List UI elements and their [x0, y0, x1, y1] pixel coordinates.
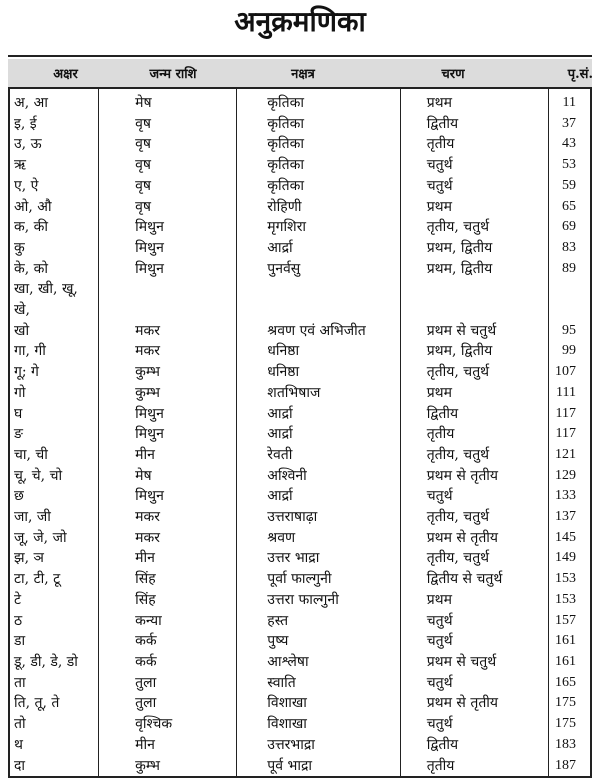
akshar-cell: डू, डी, डे, डो	[9, 652, 99, 673]
page-number-cell: 111	[549, 383, 592, 404]
rashi-cell	[99, 279, 237, 320]
table-row	[9, 466, 591, 487]
nakshatra-cell: उत्तरा फाल्गुनी	[237, 590, 400, 611]
column-header-akshar: अक्षर	[53, 67, 78, 82]
charan-cell	[400, 279, 548, 320]
page-title: अनुक्रमणिका	[234, 5, 366, 38]
rashi-cell: मकर	[99, 341, 237, 362]
akshar-cell: खो	[9, 321, 99, 342]
rashi-cell: मिथुन	[99, 424, 237, 445]
page-number-cell: 129	[549, 466, 592, 487]
table-row	[9, 362, 591, 383]
charan-cell: चतुर्थ	[400, 486, 548, 507]
charan-cell: द्वितीय से चतुर्थ	[400, 569, 548, 590]
akshar-cell: घ	[9, 404, 99, 425]
charan-cell: चतुर्थ	[400, 611, 548, 632]
charan-cell: तृतीय	[400, 134, 548, 155]
page-number-cell: 53	[549, 155, 592, 176]
nakshatra-cell: धनिष्ठा	[237, 341, 400, 362]
page-number-cell: 153	[549, 590, 592, 611]
nakshatra-cell: आर्द्रा	[237, 486, 400, 507]
rashi-cell: वृष	[99, 155, 237, 176]
page-number-cell: 165	[549, 673, 592, 694]
page-number-cell: 59	[549, 176, 592, 197]
rashi-cell: कुम्भ	[99, 362, 237, 383]
akshar-cell: टे	[9, 590, 99, 611]
table-row	[9, 217, 591, 238]
akshar-cell: जा, जी	[9, 507, 99, 528]
rashi-cell: कर्क	[99, 652, 237, 673]
table-row	[9, 590, 591, 611]
page-number-cell: 65	[549, 197, 592, 218]
nakshatra-cell: आर्द्रा	[237, 404, 400, 425]
nakshatra-cell: हस्त	[237, 611, 400, 632]
rashi-cell: सिंह	[99, 590, 237, 611]
page-number-cell: 107	[549, 362, 592, 383]
charan-cell: चतुर्थ	[400, 155, 548, 176]
charan-cell: तृतीय, चतुर्थ	[400, 362, 548, 383]
rashi-cell: वृष	[99, 114, 237, 135]
charan-cell: तृतीय, चतुर्थ	[400, 217, 548, 238]
akshar-cell: गो	[9, 383, 99, 404]
nakshatra-cell: शतभिषाज	[237, 383, 400, 404]
table-row	[9, 404, 591, 425]
table-row	[9, 114, 591, 135]
akshar-cell: ऋ	[9, 155, 99, 176]
table-row	[9, 445, 591, 466]
akshar-cell: इ, ई	[9, 114, 99, 135]
nakshatra-cell: पुष्य	[237, 631, 400, 652]
nakshatra-cell: विशाखा	[237, 714, 400, 735]
rashi-cell: कर्क	[99, 631, 237, 652]
akshar-cell: ओ, औ	[9, 197, 99, 218]
charan-cell: प्रथम से चतुर्थ	[400, 321, 548, 342]
page-number-cell: 153	[549, 569, 592, 590]
nakshatra-cell: श्रवण	[237, 528, 400, 549]
page-number-cell: 99	[549, 341, 592, 362]
charan-cell: द्वितीय	[400, 404, 548, 425]
page-number-cell: 161	[549, 631, 592, 652]
table-row	[9, 486, 591, 507]
akshar-cell: तो	[9, 714, 99, 735]
akshar-cell: ठ	[9, 611, 99, 632]
rashi-cell: मेष	[99, 466, 237, 487]
page-number-cell: 83	[549, 238, 592, 259]
nakshatra-cell	[237, 279, 400, 320]
table-row	[9, 134, 591, 155]
charan-cell: चतुर्थ	[400, 176, 548, 197]
charan-cell: प्रथम से तृतीय	[400, 466, 548, 487]
nakshatra-cell: पुनर्वसु	[237, 259, 400, 280]
table-row	[9, 383, 591, 404]
table-header	[8, 59, 592, 87]
table-row	[9, 238, 591, 259]
nakshatra-cell: उत्तरभाद्रा	[237, 735, 400, 756]
rashi-cell: मिथुन	[99, 238, 237, 259]
charan-cell: प्रथम से चतुर्थ	[400, 652, 548, 673]
page-number-cell	[549, 279, 592, 320]
page-number-cell: 133	[549, 486, 592, 507]
rashi-cell: मिथुन	[99, 486, 237, 507]
nakshatra-cell: विशाखा	[237, 693, 400, 714]
charan-cell: प्रथम, द्वितीय	[400, 259, 548, 280]
page-number-cell: 37	[549, 114, 592, 135]
nakshatra-cell: उत्तराषाढ़ा	[237, 507, 400, 528]
akshar-cell: उ, ऊ	[9, 134, 99, 155]
nakshatra-cell: धनिष्ठा	[237, 362, 400, 383]
column-header-janm-rashi: जन्म राशि	[149, 67, 197, 82]
nakshatra-cell: स्वाति	[237, 673, 400, 694]
table-row	[9, 673, 591, 694]
charan-cell: तृतीय, चतुर्थ	[400, 507, 548, 528]
page-number-cell: 95	[549, 321, 592, 342]
nakshatra-cell: कृतिका	[237, 88, 400, 114]
nakshatra-cell: रोहिणी	[237, 197, 400, 218]
akshar-cell: खा, खी, खू, खे,	[9, 279, 99, 320]
rashi-cell: वृष	[99, 176, 237, 197]
akshar-cell: ति, तू, ते	[9, 693, 99, 714]
charan-cell: प्रथम, द्वितीय	[400, 238, 548, 259]
rashi-cell: मीन	[99, 445, 237, 466]
rashi-cell: मेष	[99, 88, 237, 114]
page-number-cell: 69	[549, 217, 592, 238]
column-header-charan: चरण	[441, 67, 465, 82]
rashi-cell: तुला	[99, 693, 237, 714]
charan-cell: प्रथम	[400, 383, 548, 404]
rashi-cell: वृष	[99, 134, 237, 155]
table-row	[9, 652, 591, 673]
rashi-cell: मकर	[99, 507, 237, 528]
rashi-cell: कन्या	[99, 611, 237, 632]
charan-cell: चतुर्थ	[400, 714, 548, 735]
akshar-cell: ङ	[9, 424, 99, 445]
akshar-cell: टा, टी, टू	[9, 569, 99, 590]
table-row	[9, 341, 591, 362]
table-row	[9, 611, 591, 632]
index-table	[8, 87, 592, 778]
page-number-cell: 11	[549, 88, 592, 114]
charan-cell: तृतीय, चतुर्थ	[400, 445, 548, 466]
nakshatra-cell: कृतिका	[237, 134, 400, 155]
table-row	[9, 631, 591, 652]
akshar-cell: ता	[9, 673, 99, 694]
charan-cell: चतुर्थ	[400, 631, 548, 652]
nakshatra-cell: कृतिका	[237, 176, 400, 197]
charan-cell: प्रथम	[400, 590, 548, 611]
akshar-cell: अ, आ	[9, 88, 99, 114]
rashi-cell: वृश्चिक	[99, 714, 237, 735]
akshar-cell: झ, ञ	[9, 548, 99, 569]
page-number-cell: 161	[549, 652, 592, 673]
rashi-cell: मिथुन	[99, 217, 237, 238]
page-number-cell: 145	[549, 528, 592, 549]
nakshatra-cell: मृगशिरा	[237, 217, 400, 238]
akshar-cell: गा, गी	[9, 341, 99, 362]
table-row	[9, 321, 591, 342]
nakshatra-cell: आर्द्रा	[237, 238, 400, 259]
rashi-cell: कुम्भ	[99, 756, 237, 778]
page-number-cell: 183	[549, 735, 592, 756]
akshar-cell: दा	[9, 756, 99, 778]
charan-cell: चतुर्थ	[400, 673, 548, 694]
charan-cell: तृतीय	[400, 756, 548, 778]
page-number-cell: 187	[549, 756, 592, 778]
charan-cell: द्वितीय	[400, 735, 548, 756]
rashi-cell: तुला	[99, 673, 237, 694]
akshar-cell: छ	[9, 486, 99, 507]
nakshatra-cell: पूर्व भाद्रा	[237, 756, 400, 778]
table-row	[9, 735, 591, 756]
akshar-cell: के, को	[9, 259, 99, 280]
table-row	[9, 279, 591, 320]
table-row	[9, 259, 591, 280]
table-row	[9, 155, 591, 176]
akshar-cell: ए, ऐ	[9, 176, 99, 197]
title-rule	[8, 55, 592, 57]
page-number-cell: 137	[549, 507, 592, 528]
nakshatra-cell: कृतिका	[237, 114, 400, 135]
nakshatra-cell: कृतिका	[237, 155, 400, 176]
rashi-cell: मकर	[99, 321, 237, 342]
table-row	[9, 424, 591, 445]
rashi-cell: सिंह	[99, 569, 237, 590]
akshar-cell: डा	[9, 631, 99, 652]
page-number-cell: 121	[549, 445, 592, 466]
nakshatra-cell: रेवती	[237, 445, 400, 466]
charan-cell: प्रथम से तृतीय	[400, 528, 548, 549]
rashi-cell: मिथुन	[99, 404, 237, 425]
table-row	[9, 88, 591, 114]
page-number-cell: 117	[549, 424, 592, 445]
charan-cell: तृतीय	[400, 424, 548, 445]
akshar-cell: जू, जे, जो	[9, 528, 99, 549]
page-number-cell: 117	[549, 404, 592, 425]
page-number-cell: 157	[549, 611, 592, 632]
page-number-cell: 149	[549, 548, 592, 569]
charan-cell: प्रथम, द्वितीय	[400, 341, 548, 362]
nakshatra-cell: श्रवण एवं अभिजीत	[237, 321, 400, 342]
table-row	[9, 756, 591, 778]
rashi-cell: मिथुन	[99, 259, 237, 280]
rashi-cell: कुम्भ	[99, 383, 237, 404]
akshar-cell: क, की	[9, 217, 99, 238]
akshar-cell: थ	[9, 735, 99, 756]
charan-cell: प्रथम से तृतीय	[400, 693, 548, 714]
table-row	[9, 176, 591, 197]
page-number-cell: 175	[549, 714, 592, 735]
table-row	[9, 528, 591, 549]
akshar-cell: गू; गे	[9, 362, 99, 383]
akshar-cell: चू, चे, चो	[9, 466, 99, 487]
page-number-cell: 175	[549, 693, 592, 714]
nakshatra-cell: अश्विनी	[237, 466, 400, 487]
rashi-cell: मीन	[99, 548, 237, 569]
charan-cell: प्रथम	[400, 197, 548, 218]
rashi-cell: मीन	[99, 735, 237, 756]
rashi-cell: वृष	[99, 197, 237, 218]
rashi-cell: मकर	[99, 528, 237, 549]
nakshatra-cell: आर्द्रा	[237, 424, 400, 445]
table-row	[9, 693, 591, 714]
column-header-page-number: पृ.सं.	[567, 67, 593, 82]
page-number-cell: 89	[549, 259, 592, 280]
charan-cell: तृतीय, चतुर्थ	[400, 548, 548, 569]
table-row	[9, 197, 591, 218]
table-row	[9, 569, 591, 590]
charan-cell: प्रथम	[400, 88, 548, 114]
nakshatra-cell: पूर्वा फाल्गुनी	[237, 569, 400, 590]
akshar-cell: चा, ची	[9, 445, 99, 466]
nakshatra-cell: आश्लेषा	[237, 652, 400, 673]
nakshatra-cell: उत्तर भाद्रा	[237, 548, 400, 569]
table-row	[9, 714, 591, 735]
table-row	[9, 548, 591, 569]
akshar-cell: कु	[9, 238, 99, 259]
table-row	[9, 507, 591, 528]
column-header-nakshatra: नक्षत्र	[291, 67, 315, 82]
page-number-cell: 43	[549, 134, 592, 155]
charan-cell: द्वितीय	[400, 114, 548, 135]
